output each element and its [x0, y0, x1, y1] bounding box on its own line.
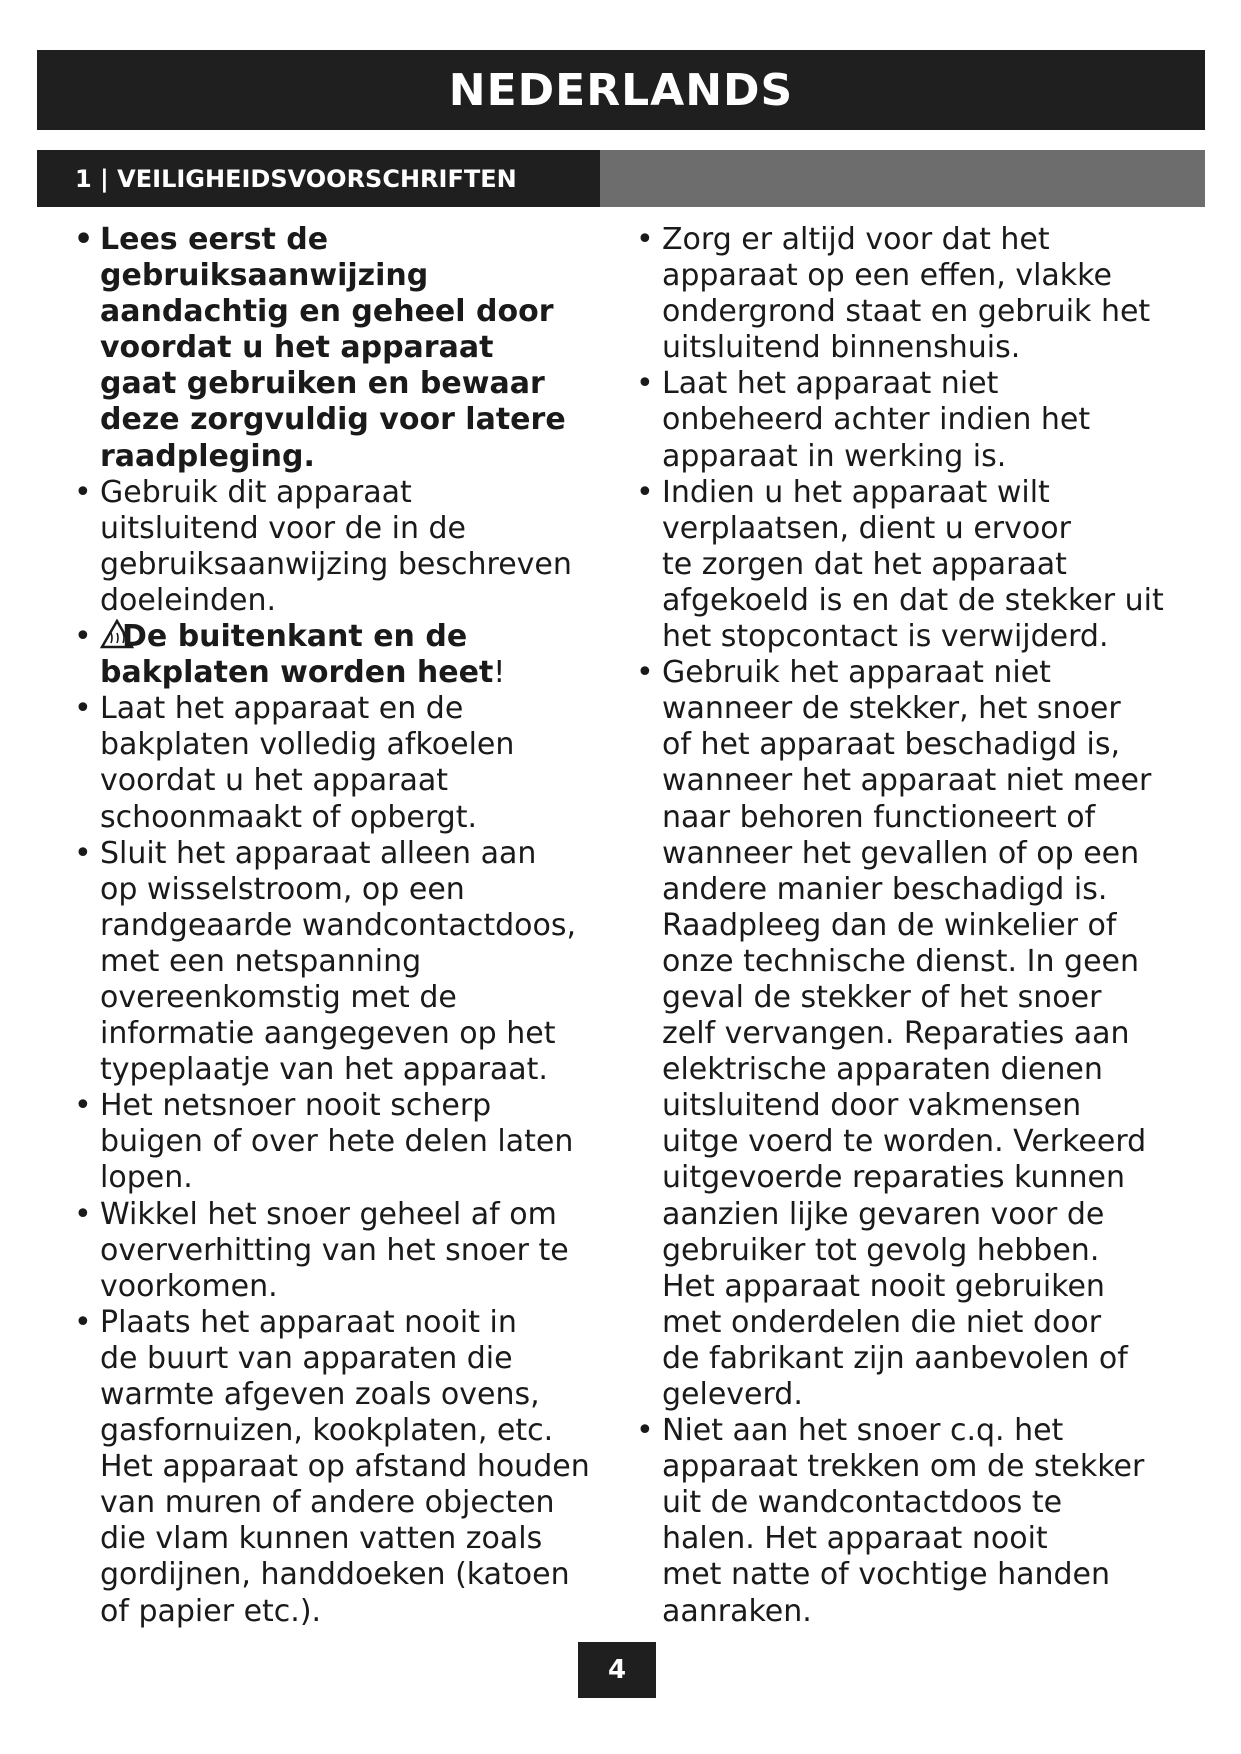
safety-item: • Plaats het apparaat nooit in de buurt van apparaten die warmte afgeven zoals ovens, gasfornuizen, kookplaten, etc. Het apparaat op afstand houden van muren of andere objecten die vlam kunnen vatten zoals gordijnen, handdoeken (katoen of papier etc.).: [72, 1305, 612, 1630]
right-column: [634, 222, 1174, 1630]
safety-item: • Laat het apparaat niet onbeheerd achter indien het apparaat in werking is.: [634, 366, 1174, 474]
section-title: 1 | VEILIGHEIDSVOORSCHRIFTEN: [75, 164, 517, 193]
safety-item: • Laat het apparaat en de bakplaten volledig afkoelen voordat u het apparaat schoonmaakt of opbergt.: [72, 691, 612, 835]
safety-item: • Niet aan het snoer c.q. het apparaat trekken om de stekker uit de wandcontactdoos te halen. Het apparaat nooit met natte of vochtige handen aanraken.: [634, 1413, 1174, 1630]
safety-item: • Lees eerst de gebruiksaanwijzing aandachtig en geheel door voordat u het apparaat gaat gebruiken en bewaar deze zorgvuldig voor latere raadpleging.: [72, 222, 612, 475]
language-title: NEDERLANDS: [448, 64, 794, 116]
section-header: [37, 150, 1205, 207]
safety-item: • Indien u het apparaat wilt verplaatsen, dient u ervoor te zorgen dat het apparaat afgekoeld is en dat de stekker uit het stopcontact is verwijderd.: [634, 475, 1174, 655]
safety-item: • Het netsnoer nooit scherp buigen of over hete delen laten lopen.: [72, 1088, 612, 1196]
section-title-block: [37, 150, 600, 207]
page-number: 4: [607, 1655, 627, 1685]
page-number-box: [578, 1642, 656, 1698]
safety-item: • Wikkel het snoer geheel af om oververhitting van het snoer te voorkomen.: [72, 1197, 612, 1305]
section-header-fill: [600, 150, 1205, 207]
safety-item: • Zorg er altijd voor dat het apparaat op een effen, vlakke ondergrond staat en gebruik het uitsluitend binnenshuis.: [634, 222, 1174, 366]
safety-item: • Gebruik dit apparaat uitsluitend voor de in de gebruiksaanwijzing beschreven doeleinden.: [72, 475, 612, 619]
hot-surface-warning-text: De buitenkant en de bakplaten worden heet: [100, 619, 494, 691]
safety-item: [72, 619, 612, 691]
language-header: [37, 50, 1205, 130]
safety-item: • Sluit het apparaat alleen aan op wisselstroom, op een randgeaarde wandcontactdoos, met een netspanning overeenkomstig met de informatie aangegeven op het typeplaatje van het apparaat.: [72, 836, 612, 1089]
exclamation: !: [493, 655, 506, 691]
left-column: [72, 222, 612, 1630]
safety-item: • Gebruik het apparaat niet wanneer de stekker, het snoer of het apparaat beschadigd is, wanneer het apparaat niet meer naar behoren functioneert of wanneer het gevallen of op een andere manier beschadigd is. Raadpleeg dan de winkelier of onze technische dienst. In geen geval de stekker of het snoer zelf vervangen. Reparaties aan elektrische apparaten dienen uitsluitend door vakmensen uitge voerd te worden. Verkeerd uitgevoerde reparaties kunnen aanzien lijke gevaren voor de gebruiker tot gevolg hebben. Het apparaat nooit gebruiken met onderdelen die niet door de fabrikant zijn aanbevolen of geleverd.: [634, 655, 1174, 1413]
